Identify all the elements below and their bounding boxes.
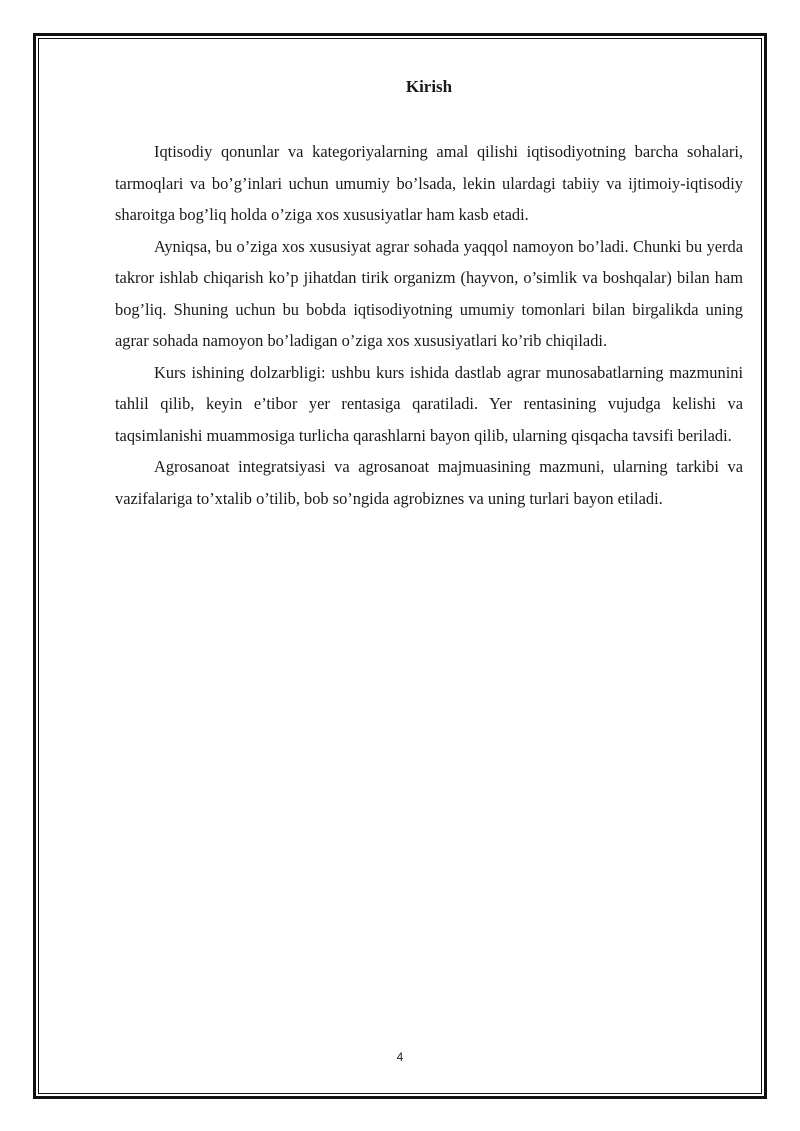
paragraph-1: Iqtisodiy qonunlar va kategoriyalarning amal qilishi iqtisodiyotning barcha sohalari, tarmoqlari va bo’g’inlari uchun umumiy bo’lsada, lekin ulardagi tabiiy va ijtimoiy-iqtisodiy sharoitga bog’liq holda o’ziga xos xususiyatlar ham kasb etadi. [115,142,743,224]
paragraph-2: Ayniqsa, bu o’ziga xos xususiyat agrar sohada yaqqol namoyon bo’ladi. Chunki bu yerda takror ishlab chiqarish ko’p jihatdan tirik organizm (hayvon, o’simlik va boshqalar) bilan ham bog’liq. Shuning uchun bu bobda iqtisodiyotning umumiy tomonlari bilan birgalikda uning agrar sohada namoyon bo’ladigan o’ziga xos xususiyatlari ko’rib chiqiladi. [115,236,743,350]
paragraph-3: Kurs ishining dolzarbligi: ushbu kurs ishida dastlab agrar munosabatlarning mazmunini tahlil qilib, keyin e’tibor yer rentasiga qaratiladi. Yer rentasining vujudga kelishi va taqsimlanishi muammosiga turlicha qarashlarni bayon qilib, ularning qisqacha tavsifi beriladi. [115,362,743,445]
page-content [115,74,743,514]
paragraph-4: Agrosanoat integratsiyasi va agrosanoat majmuasining mazmuni, ularning tarkibi va vazifalariga to’xtalib o’tilib, bob so’ngida agrobiznes va uning turlari bayon etiladi. [115,457,743,508]
page-number: 4 [396,1050,404,1064]
section-title: Kirish [405,77,453,96]
